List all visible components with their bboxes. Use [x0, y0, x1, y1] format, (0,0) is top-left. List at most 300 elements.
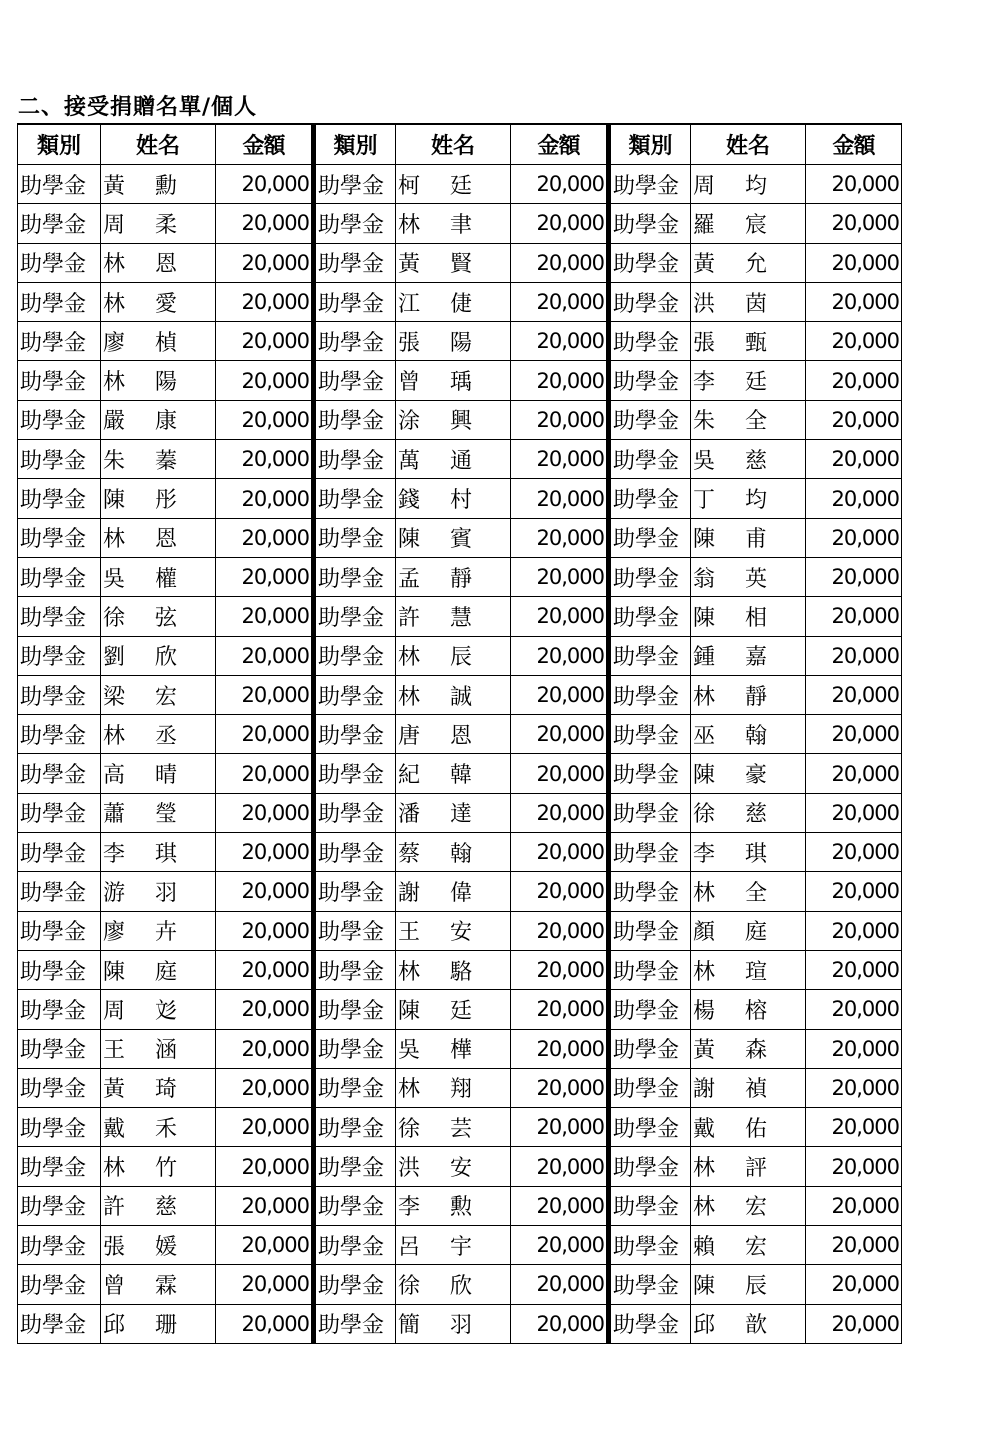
given-name-text: 倢 — [450, 291, 473, 317]
table-row — [17, 833, 948, 872]
category-cell: 助學金 — [607, 833, 691, 872]
given-name-text: 庭 — [745, 920, 768, 946]
amount-cell: 20,000 — [511, 597, 607, 636]
name-cell — [101, 558, 216, 597]
name-cell — [101, 951, 216, 990]
given-name-text: 禾 — [155, 1116, 178, 1142]
category-cell: 助學金 — [607, 872, 691, 911]
category-cell: 助學金 — [17, 951, 101, 990]
amount-cell: 20,000 — [511, 1226, 607, 1265]
header-category: 類別 — [607, 123, 691, 165]
surname-text: 林 — [693, 1156, 716, 1182]
category-cell: 助學金 — [312, 361, 396, 400]
category-cell: 助學金 — [607, 1265, 691, 1304]
given-name-text: 珊 — [155, 1313, 178, 1339]
table-row — [17, 1226, 948, 1265]
name-cell — [691, 361, 806, 400]
name-cell — [101, 322, 216, 361]
table-row — [17, 440, 948, 479]
amount-cell: 20,000 — [806, 872, 902, 911]
given-name-text: 陽 — [450, 330, 473, 356]
amount-cell: 20,000 — [216, 1265, 312, 1304]
category-cell: 助學金 — [312, 440, 396, 479]
surname-text: 萬 — [398, 448, 421, 474]
given-name-text: 翰 — [745, 723, 768, 749]
name-cell — [101, 401, 216, 440]
header-amount: 金額 — [806, 123, 902, 165]
amount-cell: 20,000 — [806, 519, 902, 558]
given-name-text: 卉 — [155, 920, 178, 946]
name-cell — [691, 1108, 806, 1147]
category-cell: 助學金 — [17, 597, 101, 636]
name-cell — [396, 715, 511, 754]
surname-text: 邱 — [103, 1313, 126, 1339]
surname-text: 林 — [398, 959, 421, 985]
category-cell: 助學金 — [17, 558, 101, 597]
given-name-text: 廷 — [745, 370, 768, 396]
category-cell: 助學金 — [312, 519, 396, 558]
category-cell: 助學金 — [17, 637, 101, 676]
given-name-text: 霖 — [155, 1273, 178, 1299]
given-name-text: 欣 — [450, 1273, 473, 1299]
amount-cell: 20,000 — [216, 361, 312, 400]
amount-cell: 20,000 — [216, 479, 312, 518]
category-cell: 助學金 — [607, 322, 691, 361]
given-name-text: 陽 — [155, 370, 178, 396]
amount-cell: 20,000 — [216, 794, 312, 833]
amount-cell: 20,000 — [216, 754, 312, 793]
name-cell — [101, 597, 216, 636]
amount-cell: 20,000 — [806, 1147, 902, 1186]
name-cell — [101, 715, 216, 754]
surname-text: 林 — [398, 645, 421, 671]
name-cell — [396, 676, 511, 715]
given-name-text: 欣 — [155, 645, 178, 671]
table-row — [17, 1030, 948, 1069]
name-cell — [691, 283, 806, 322]
surname-text: 游 — [103, 880, 126, 906]
category-cell: 助學金 — [312, 990, 396, 1029]
category-cell: 助學金 — [17, 833, 101, 872]
given-name-text: 恩 — [155, 527, 178, 553]
category-cell: 助學金 — [607, 1226, 691, 1265]
given-name-text: 康 — [155, 409, 178, 435]
category-cell: 助學金 — [607, 558, 691, 597]
name-cell — [101, 519, 216, 558]
amount-cell: 20,000 — [216, 990, 312, 1029]
category-cell: 助學金 — [17, 361, 101, 400]
category-cell: 助學金 — [607, 1030, 691, 1069]
name-cell — [396, 1187, 511, 1226]
name-cell — [396, 833, 511, 872]
surname-text: 陳 — [693, 763, 716, 789]
category-cell: 助學金 — [312, 1069, 396, 1108]
name-cell — [101, 872, 216, 911]
name-cell — [691, 794, 806, 833]
amount-cell: 20,000 — [216, 204, 312, 243]
category-cell: 助學金 — [312, 1147, 396, 1186]
category-cell: 助學金 — [607, 244, 691, 283]
category-cell: 助學金 — [17, 1305, 101, 1344]
name-cell — [691, 244, 806, 283]
name-cell — [691, 204, 806, 243]
amount-cell: 20,000 — [511, 519, 607, 558]
surname-text: 王 — [398, 920, 421, 946]
surname-text: 嚴 — [103, 409, 126, 435]
amount-cell: 20,000 — [216, 1226, 312, 1265]
category-cell: 助學金 — [17, 912, 101, 951]
category-cell: 助學金 — [607, 1147, 691, 1186]
given-name-text: 誠 — [450, 684, 473, 710]
given-name-text: 廷 — [450, 998, 473, 1024]
table-row — [17, 676, 948, 715]
given-name-text: 楨 — [155, 330, 178, 356]
amount-cell: 20,000 — [806, 676, 902, 715]
given-name-text: 慧 — [450, 605, 473, 631]
surname-text: 江 — [398, 291, 421, 317]
given-name-text: 瑩 — [155, 802, 178, 828]
category-cell: 助學金 — [607, 361, 691, 400]
name-cell — [396, 519, 511, 558]
given-name-text: 甄 — [745, 330, 768, 356]
category-cell: 助學金 — [312, 1226, 396, 1265]
surname-text: 徐 — [398, 1116, 421, 1142]
amount-cell: 20,000 — [216, 1030, 312, 1069]
category-cell: 助學金 — [312, 794, 396, 833]
name-cell — [396, 165, 511, 204]
given-name-text: 恩 — [155, 252, 178, 278]
name-cell — [396, 361, 511, 400]
category-cell: 助學金 — [17, 1187, 101, 1226]
surname-text: 陳 — [693, 605, 716, 631]
category-cell: 助學金 — [17, 1108, 101, 1147]
table-row — [17, 715, 948, 754]
given-name-text: 彣 — [155, 998, 178, 1024]
surname-text: 林 — [398, 1077, 421, 1103]
surname-text: 蕭 — [103, 802, 126, 828]
surname-text: 周 — [103, 212, 126, 238]
name-cell — [101, 990, 216, 1029]
category-cell: 助學金 — [312, 1030, 396, 1069]
category-cell: 助學金 — [607, 754, 691, 793]
header-amount: 金額 — [511, 123, 607, 165]
given-name-text: 茵 — [745, 291, 768, 317]
category-cell: 助學金 — [607, 1187, 691, 1226]
given-name-text: 勲 — [450, 1195, 473, 1221]
amount-cell: 20,000 — [216, 715, 312, 754]
category-cell: 助學金 — [17, 1030, 101, 1069]
surname-text: 張 — [103, 1234, 126, 1260]
name-cell — [396, 1030, 511, 1069]
name-cell — [691, 1069, 806, 1108]
name-cell — [396, 204, 511, 243]
name-cell — [101, 244, 216, 283]
amount-cell: 20,000 — [511, 1108, 607, 1147]
table-body — [17, 165, 948, 1344]
amount-cell: 20,000 — [511, 1030, 607, 1069]
amount-cell: 20,000 — [806, 1030, 902, 1069]
table-row — [17, 990, 948, 1029]
amount-cell: 20,000 — [511, 833, 607, 872]
category-cell: 助學金 — [607, 794, 691, 833]
category-cell: 助學金 — [312, 558, 396, 597]
category-cell: 助學金 — [17, 1226, 101, 1265]
name-cell — [101, 833, 216, 872]
name-cell — [691, 1226, 806, 1265]
surname-text: 林 — [103, 723, 126, 749]
name-cell — [396, 754, 511, 793]
header-name: 姓名 — [101, 123, 216, 165]
amount-cell: 20,000 — [511, 1187, 607, 1226]
amount-cell: 20,000 — [511, 1305, 607, 1344]
category-cell: 助學金 — [607, 951, 691, 990]
category-cell: 助學金 — [312, 1305, 396, 1344]
given-name-text: 均 — [745, 488, 768, 514]
given-name-text: 豪 — [745, 763, 768, 789]
name-cell — [396, 283, 511, 322]
amount-cell: 20,000 — [806, 1187, 902, 1226]
given-name-text: 慈 — [745, 802, 768, 828]
amount-cell: 20,000 — [511, 479, 607, 518]
given-name-text: 賓 — [450, 527, 473, 553]
given-name-text: 丞 — [155, 723, 178, 749]
surname-text: 周 — [693, 173, 716, 199]
surname-text: 徐 — [398, 1273, 421, 1299]
category-cell: 助學金 — [312, 833, 396, 872]
surname-text: 曾 — [398, 370, 421, 396]
given-name-text: 宇 — [450, 1234, 473, 1260]
name-cell — [691, 1147, 806, 1186]
amount-cell: 20,000 — [511, 912, 607, 951]
amount-cell: 20,000 — [806, 440, 902, 479]
name-cell — [101, 1265, 216, 1304]
given-name-text: 涵 — [155, 1038, 178, 1064]
given-name-text: 評 — [745, 1156, 768, 1182]
name-cell — [691, 558, 806, 597]
given-name-text: 安 — [450, 1156, 473, 1182]
surname-text: 唐 — [398, 723, 421, 749]
amount-cell: 20,000 — [216, 440, 312, 479]
surname-text: 林 — [103, 370, 126, 396]
surname-text: 陳 — [103, 959, 126, 985]
amount-cell: 20,000 — [806, 597, 902, 636]
surname-text: 梁 — [103, 684, 126, 710]
surname-text: 鍾 — [693, 645, 716, 671]
surname-text: 黃 — [398, 252, 421, 278]
surname-text: 李 — [398, 1195, 421, 1221]
surname-text: 黃 — [693, 252, 716, 278]
table-row — [17, 754, 948, 793]
given-name-text: 靜 — [450, 566, 473, 592]
name-cell — [101, 912, 216, 951]
category-cell: 助學金 — [607, 440, 691, 479]
category-cell: 助學金 — [607, 401, 691, 440]
amount-cell: 20,000 — [216, 912, 312, 951]
name-cell — [691, 1265, 806, 1304]
surname-text: 戴 — [693, 1116, 716, 1142]
surname-text: 林 — [103, 527, 126, 553]
amount-cell: 20,000 — [511, 1069, 607, 1108]
surname-text: 丁 — [693, 488, 716, 514]
amount-cell: 20,000 — [806, 1226, 902, 1265]
table-row — [17, 794, 948, 833]
category-cell: 助學金 — [607, 165, 691, 204]
surname-text: 林 — [103, 291, 126, 317]
amount-cell: 20,000 — [216, 1187, 312, 1226]
surname-text: 廖 — [103, 330, 126, 356]
given-name-text: 柔 — [155, 212, 178, 238]
category-cell: 助學金 — [17, 165, 101, 204]
name-cell — [101, 794, 216, 833]
surname-text: 許 — [103, 1195, 126, 1221]
name-cell — [396, 1069, 511, 1108]
name-cell — [396, 990, 511, 1029]
amount-cell: 20,000 — [216, 1305, 312, 1344]
surname-text: 邱 — [693, 1313, 716, 1339]
category-cell: 助學金 — [607, 990, 691, 1029]
surname-text: 林 — [693, 684, 716, 710]
table-row — [17, 519, 948, 558]
surname-text: 張 — [693, 330, 716, 356]
name-cell — [101, 1069, 216, 1108]
given-name-text: 英 — [745, 566, 768, 592]
amount-cell: 20,000 — [216, 519, 312, 558]
table-row — [17, 479, 948, 518]
page-title: 二、接受捐贈名單/個人 — [18, 95, 258, 120]
category-cell: 助學金 — [17, 519, 101, 558]
name-cell — [691, 833, 806, 872]
surname-text: 朱 — [103, 448, 126, 474]
name-cell — [691, 519, 806, 558]
category-cell: 助學金 — [17, 204, 101, 243]
surname-text: 巫 — [693, 723, 716, 749]
amount-cell: 20,000 — [511, 361, 607, 400]
amount-cell: 20,000 — [806, 244, 902, 283]
surname-text: 李 — [103, 841, 126, 867]
given-name-text: 甫 — [745, 527, 768, 553]
category-cell: 助學金 — [17, 715, 101, 754]
amount-cell: 20,000 — [511, 165, 607, 204]
amount-cell: 20,000 — [216, 637, 312, 676]
amount-cell: 20,000 — [806, 558, 902, 597]
name-cell — [691, 597, 806, 636]
name-cell — [691, 754, 806, 793]
given-name-text: 琦 — [155, 1077, 178, 1103]
surname-text: 孟 — [398, 566, 421, 592]
given-name-text: 權 — [155, 566, 178, 592]
name-cell — [396, 1108, 511, 1147]
header-amount: 金額 — [216, 123, 312, 165]
category-cell: 助學金 — [17, 872, 101, 911]
given-name-text: 瑀 — [450, 370, 473, 396]
name-cell — [396, 637, 511, 676]
category-cell: 助學金 — [607, 519, 691, 558]
given-name-text: 全 — [745, 880, 768, 906]
category-cell: 助學金 — [312, 1265, 396, 1304]
name-cell — [691, 322, 806, 361]
name-cell — [101, 440, 216, 479]
amount-cell: 20,000 — [216, 558, 312, 597]
name-cell — [691, 165, 806, 204]
name-cell — [691, 1187, 806, 1226]
surname-text: 徐 — [693, 802, 716, 828]
amount-cell: 20,000 — [806, 754, 902, 793]
surname-text: 謝 — [693, 1077, 716, 1103]
given-name-text: 嘉 — [745, 645, 768, 671]
category-cell: 助學金 — [607, 1305, 691, 1344]
surname-text: 徐 — [103, 605, 126, 631]
name-cell — [691, 401, 806, 440]
given-name-text: 翰 — [450, 841, 473, 867]
name-cell — [691, 990, 806, 1029]
surname-text: 洪 — [398, 1156, 421, 1182]
name-cell — [691, 479, 806, 518]
surname-text: 謝 — [398, 880, 421, 906]
name-cell — [691, 1030, 806, 1069]
amount-cell: 20,000 — [216, 951, 312, 990]
name-cell — [396, 597, 511, 636]
given-name-text: 辰 — [450, 645, 473, 671]
amount-cell: 20,000 — [806, 951, 902, 990]
amount-cell: 20,000 — [806, 1108, 902, 1147]
donation-table — [17, 123, 948, 1344]
category-cell: 助學金 — [312, 676, 396, 715]
given-name-text: 達 — [450, 802, 473, 828]
surname-text: 林 — [103, 252, 126, 278]
category-cell: 助學金 — [17, 990, 101, 1029]
table-row — [17, 1108, 948, 1147]
category-cell: 助學金 — [607, 637, 691, 676]
given-name-text: 村 — [450, 488, 473, 514]
surname-text: 林 — [693, 959, 716, 985]
name-cell — [101, 1226, 216, 1265]
name-cell — [691, 676, 806, 715]
category-cell: 助學金 — [312, 912, 396, 951]
surname-text: 賴 — [693, 1234, 716, 1260]
surname-text: 劉 — [103, 645, 126, 671]
amount-cell: 20,000 — [511, 637, 607, 676]
given-name-text: 榕 — [745, 998, 768, 1024]
category-cell: 助學金 — [312, 597, 396, 636]
name-cell — [396, 244, 511, 283]
table-row — [17, 244, 948, 283]
surname-text: 紀 — [398, 763, 421, 789]
given-name-text: 允 — [745, 252, 768, 278]
table-row — [17, 361, 948, 400]
category-cell: 助學金 — [312, 165, 396, 204]
category-cell: 助學金 — [312, 204, 396, 243]
given-name-text: 羽 — [155, 880, 178, 906]
name-cell — [396, 401, 511, 440]
name-cell — [396, 479, 511, 518]
amount-cell: 20,000 — [511, 322, 607, 361]
table-row — [17, 283, 948, 322]
surname-text: 曾 — [103, 1273, 126, 1299]
amount-cell: 20,000 — [806, 283, 902, 322]
surname-text: 黃 — [103, 173, 126, 199]
category-cell: 助學金 — [312, 951, 396, 990]
category-cell: 助學金 — [312, 283, 396, 322]
amount-cell: 20,000 — [216, 322, 312, 361]
given-name-text: 宸 — [745, 212, 768, 238]
category-cell: 助學金 — [607, 597, 691, 636]
amount-cell: 20,000 — [806, 1069, 902, 1108]
amount-cell: 20,000 — [216, 244, 312, 283]
surname-text: 黃 — [103, 1077, 126, 1103]
category-cell: 助學金 — [607, 912, 691, 951]
surname-text: 陳 — [693, 527, 716, 553]
amount-cell: 20,000 — [511, 401, 607, 440]
